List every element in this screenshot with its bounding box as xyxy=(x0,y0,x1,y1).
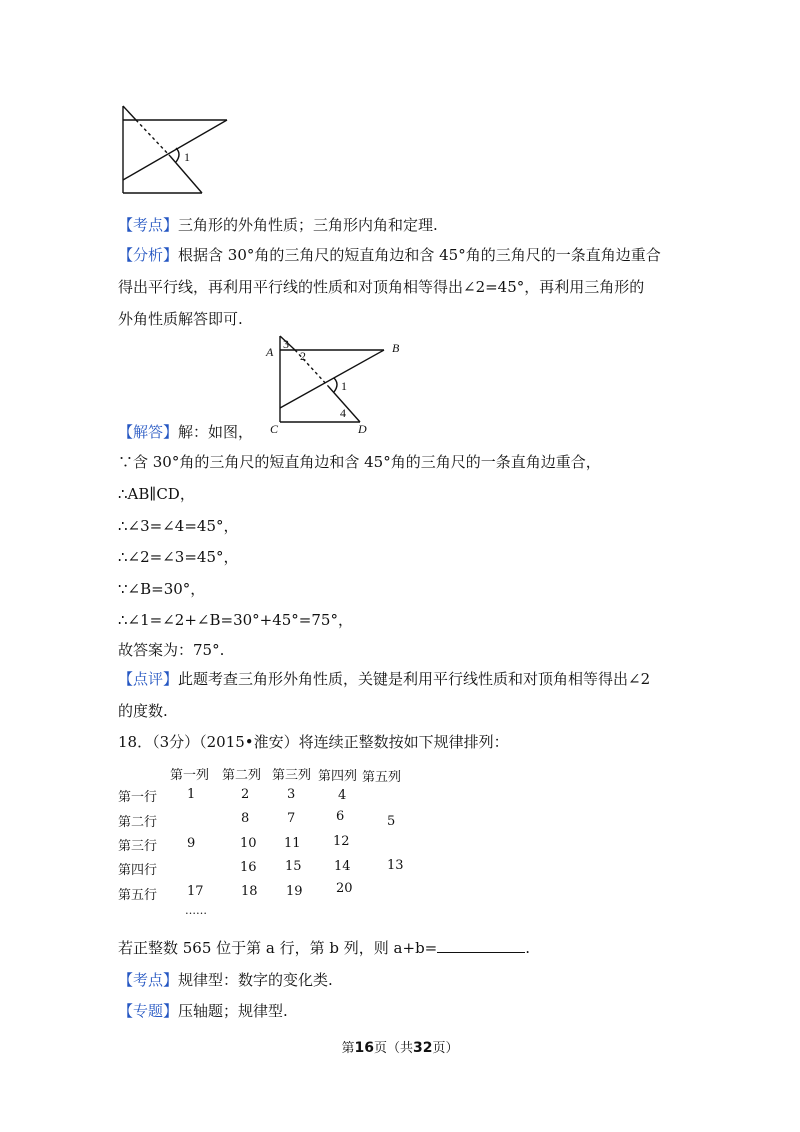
cell-r3-c2: 10 xyxy=(240,836,257,851)
q18-kaodian xyxy=(118,969,333,990)
figure-triangles-1 xyxy=(112,100,242,200)
row-label-5: 第五行 xyxy=(118,888,158,903)
fig2-label-1: 1 xyxy=(341,379,347,393)
cell-r5-c1: 17 xyxy=(187,884,204,899)
fig2-angle-arc xyxy=(334,378,337,392)
q17-dianping-line1 xyxy=(118,668,650,689)
fig1-long-hypotenuse xyxy=(123,120,227,180)
fig1-angle-1-label: 1 xyxy=(184,150,190,164)
dianping-text-1: 此题考查三角形外角性质，关键是利用平行线性质和对顶角相等得出∠2 xyxy=(178,670,651,688)
figure-triangles-2 xyxy=(262,332,412,440)
cell-r5-c3: 19 xyxy=(286,884,303,899)
q17-fenxi-line1 xyxy=(118,244,661,265)
kaodian-text: 三角形的外角性质；三角形内角和定理. xyxy=(178,216,438,234)
cell-r3-c3: 11 xyxy=(284,836,301,851)
row-label-3: 第三行 xyxy=(118,839,158,854)
fenxi-text-1: 根据含 30°角的三角尺的短直角边和含 45°角的三角尺的一条直角边重合 xyxy=(178,246,661,264)
cell-r4-c5: 13 xyxy=(387,858,404,873)
q17-step-5: ∵∠B=30°， xyxy=(118,580,206,598)
fig2-label-D: D xyxy=(358,422,367,436)
col-header-1: 第一列 xyxy=(170,768,210,783)
footer-prefix: 第 xyxy=(341,1041,355,1056)
q18-title: 18．（3分）（2015•淮安）将连续正整数按如下规律排列： xyxy=(118,733,509,751)
table-ellipsis: …… xyxy=(185,904,207,917)
q17-step-4: ∴∠2=∠3=45°， xyxy=(118,548,239,566)
cell-r4-c2: 16 xyxy=(240,860,257,875)
footer-total-pages: 32 xyxy=(413,1040,433,1056)
col-header-5: 第五列 xyxy=(362,770,402,785)
q17-jieda xyxy=(118,421,253,442)
q17-fenxi-line2: 得出平行线，再利用平行线的性质和对顶角相等得出∠2=45°，再利用三角形的 xyxy=(118,278,645,296)
fig2-label-2: 2 xyxy=(300,349,306,363)
footer-mid: 页（共 xyxy=(373,1041,413,1056)
row-label-1: 第一行 xyxy=(118,790,158,805)
footer-page-number: 16 xyxy=(354,1040,374,1056)
cell-r1-c2: 2 xyxy=(241,787,250,802)
cell-r1-c3: 3 xyxy=(287,787,296,802)
fig2-label-A: A xyxy=(266,345,274,359)
dianping-tag: 【点评】 xyxy=(118,670,179,688)
q17-dianping-line2: 的度数. xyxy=(118,702,168,720)
page-footer xyxy=(0,1037,800,1056)
row-label-4: 第四行 xyxy=(118,863,158,878)
cell-r1-c1: 1 xyxy=(187,787,196,802)
jieda-text: 解：如图， xyxy=(178,423,254,441)
q18-question-end: . xyxy=(525,939,531,957)
q18-question-text: 若正整数 565 位于第 a 行，第 b 列，则 a+b= xyxy=(118,939,438,957)
fenxi-tag: 【分析】 xyxy=(118,246,179,264)
fig2-edge-CB xyxy=(280,350,384,408)
fig2-label-B: B xyxy=(392,341,400,355)
q17-step-3: ∴∠3=∠4=45°， xyxy=(118,517,239,535)
fig2-label-4: 4 xyxy=(340,406,346,420)
q18-kaodian-tag: 【考点】 xyxy=(118,971,179,989)
zhuanti-tag: 【专题】 xyxy=(118,1002,179,1020)
cell-r4-c4: 14 xyxy=(334,859,351,874)
q17-step-2: ∴AB∥CD， xyxy=(118,485,195,503)
q17-fenxi-line3: 外角性质解答即可. xyxy=(118,310,243,328)
q17-kaodian xyxy=(118,214,438,235)
q17-step-7: 故答案为：75°. xyxy=(118,641,225,659)
cell-r1-c4: 4 xyxy=(338,788,347,803)
cell-r4-c3: 15 xyxy=(285,859,302,874)
fig1-hypotenuse-upper xyxy=(123,106,136,120)
q18-kaodian-text: 规律型：数字的变化类. xyxy=(178,971,333,989)
cell-r5-c2: 18 xyxy=(241,884,258,899)
cell-r3-c1: 9 xyxy=(187,836,196,851)
cell-r2-c4: 6 xyxy=(336,809,345,824)
q17-step-6: ∴∠1=∠2+∠B=30°+45°=75°， xyxy=(118,611,353,629)
col-header-3: 第三列 xyxy=(272,768,312,783)
answer-blank[interactable] xyxy=(437,940,525,953)
row-label-2: 第二行 xyxy=(118,815,158,830)
col-header-4: 第四列 xyxy=(318,769,358,784)
jieda-tag: 【解答】 xyxy=(118,423,179,441)
footer-suffix: 页） xyxy=(432,1041,459,1056)
zhuanti-text: 压轴题；规律型. xyxy=(178,1002,288,1020)
q18-zhuanti xyxy=(118,1000,288,1021)
q17-step-1: ∵含 30°角的三角尺的短直角边和含 45°角的三角尺的一条直角边重合， xyxy=(118,453,601,471)
cell-r5-c4: 20 xyxy=(336,881,353,896)
col-header-2: 第二列 xyxy=(222,768,262,783)
fig2-label-C: C xyxy=(270,422,279,436)
cell-r3-c4: 12 xyxy=(333,834,350,849)
cell-r2-c5: 5 xyxy=(387,814,396,829)
q18-question xyxy=(118,937,530,958)
fig1-angle-arc xyxy=(176,148,179,162)
kaodian-tag: 【考点】 xyxy=(118,216,179,234)
cell-r2-c3: 7 xyxy=(287,811,296,826)
cell-r2-c2: 8 xyxy=(241,811,250,826)
fig2-label-3: 3 xyxy=(283,337,289,351)
fig1-hidden-segment xyxy=(136,120,170,156)
